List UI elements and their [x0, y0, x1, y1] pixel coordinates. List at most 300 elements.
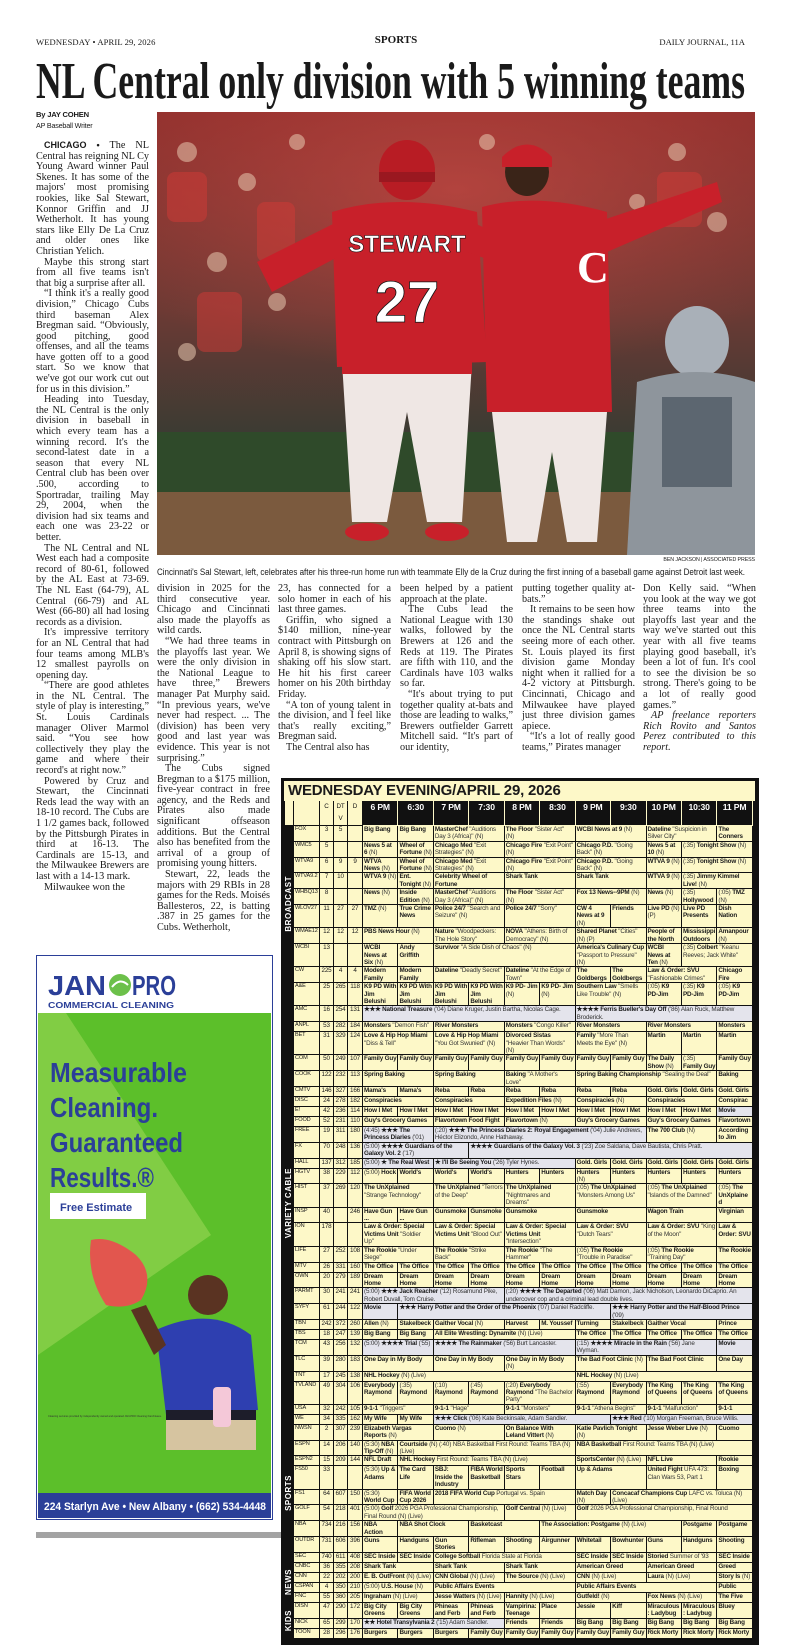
program-listing[interactable]	[504, 1572, 575, 1582]
program-listing[interactable]	[681, 1087, 716, 1097]
movie-listing[interactable]	[433, 1339, 575, 1355]
program-listing[interactable]	[575, 905, 610, 928]
program-listing[interactable]	[363, 1117, 434, 1127]
program-listing[interactable]	[469, 1207, 504, 1223]
program-listing[interactable]	[646, 889, 681, 905]
program-listing[interactable]	[646, 905, 681, 928]
program-listing[interactable]	[540, 1262, 575, 1272]
program-listing[interactable]	[540, 1521, 682, 1537]
program-listing[interactable]	[363, 1184, 434, 1207]
program-listing[interactable]	[363, 1537, 398, 1553]
program-listing[interactable]	[681, 1107, 716, 1117]
program-listing[interactable]	[398, 1107, 433, 1117]
program-listing[interactable]	[504, 1055, 539, 1071]
program-listing[interactable]	[540, 983, 575, 1006]
program-listing[interactable]	[363, 1572, 434, 1582]
program-listing[interactable]	[681, 873, 752, 889]
program-listing[interactable]	[717, 1262, 752, 1272]
program-listing[interactable]	[398, 1489, 433, 1505]
program-listing[interactable]	[717, 1117, 752, 1127]
program-listing[interactable]	[363, 1207, 398, 1223]
program-listing[interactable]	[504, 873, 575, 889]
program-listing[interactable]	[504, 1168, 539, 1184]
program-listing[interactable]	[681, 1272, 716, 1288]
program-listing[interactable]	[646, 1562, 717, 1572]
program-listing[interactable]	[363, 1071, 434, 1087]
program-listing[interactable]	[681, 1262, 716, 1272]
program-listing[interactable]	[646, 1272, 681, 1288]
program-listing[interactable]	[433, 1582, 575, 1592]
program-listing[interactable]	[363, 1329, 398, 1339]
program-listing[interactable]	[504, 983, 539, 1006]
program-listing[interactable]	[433, 928, 504, 944]
program-listing[interactable]	[646, 928, 681, 944]
program-listing[interactable]	[504, 1628, 539, 1638]
program-listing[interactable]	[717, 1466, 752, 1489]
program-listing[interactable]	[540, 1168, 575, 1184]
program-listing[interactable]	[433, 1107, 468, 1117]
program-listing[interactable]	[504, 1424, 575, 1440]
program-listing[interactable]	[504, 1381, 575, 1404]
program-listing[interactable]	[363, 1087, 398, 1097]
program-listing[interactable]	[433, 1537, 468, 1553]
program-listing[interactable]	[398, 1207, 433, 1223]
program-listing[interactable]	[363, 1246, 434, 1262]
program-listing[interactable]	[398, 1628, 433, 1638]
program-listing[interactable]	[646, 1466, 717, 1489]
program-listing[interactable]	[363, 1107, 398, 1117]
movie-listing[interactable]	[575, 1339, 717, 1355]
program-listing[interactable]	[398, 1466, 433, 1489]
program-listing[interactable]	[398, 1168, 433, 1184]
program-listing[interactable]	[575, 1355, 646, 1371]
movie-listing[interactable]	[363, 1142, 469, 1158]
program-listing[interactable]	[469, 1168, 504, 1184]
program-listing[interactable]	[504, 1618, 539, 1628]
program-listing[interactable]	[433, 1168, 468, 1184]
program-listing[interactable]	[363, 1602, 398, 1618]
program-listing[interactable]	[575, 1262, 610, 1272]
program-listing[interactable]	[469, 1381, 504, 1404]
program-listing[interactable]	[717, 1022, 752, 1032]
movie-listing[interactable]	[363, 1304, 398, 1320]
program-listing[interactable]	[646, 1097, 717, 1107]
program-listing[interactable]	[646, 1592, 717, 1602]
program-listing[interactable]	[363, 1371, 576, 1381]
program-listing[interactable]	[433, 1466, 468, 1489]
program-listing[interactable]	[681, 857, 752, 873]
program-listing[interactable]	[433, 1272, 468, 1288]
program-listing[interactable]	[611, 1107, 646, 1117]
program-listing[interactable]	[611, 1319, 646, 1329]
program-listing[interactable]	[717, 1381, 752, 1404]
program-listing[interactable]	[575, 1505, 752, 1521]
program-listing[interactable]	[681, 1381, 716, 1404]
program-listing[interactable]	[469, 1262, 504, 1272]
program-listing[interactable]	[575, 889, 646, 905]
program-listing[interactable]	[717, 1071, 752, 1087]
program-listing[interactable]	[363, 1414, 398, 1424]
program-listing[interactable]	[363, 928, 434, 944]
program-listing[interactable]	[611, 1381, 646, 1404]
program-listing[interactable]	[575, 1404, 646, 1414]
program-listing[interactable]	[717, 1582, 752, 1592]
program-listing[interactable]	[398, 889, 433, 905]
program-listing[interactable]	[717, 1521, 752, 1537]
program-listing[interactable]	[575, 928, 646, 944]
program-listing[interactable]	[398, 1087, 433, 1097]
program-listing[interactable]	[646, 1552, 717, 1562]
program-listing[interactable]	[504, 1592, 575, 1602]
program-listing[interactable]	[575, 873, 646, 889]
program-listing[interactable]	[363, 1272, 398, 1288]
movie-listing[interactable]	[433, 1158, 575, 1168]
program-listing[interactable]	[433, 1552, 575, 1562]
program-listing[interactable]	[540, 1272, 575, 1288]
program-listing[interactable]	[717, 1097, 752, 1107]
program-listing[interactable]	[717, 1456, 752, 1466]
program-listing[interactable]	[433, 1022, 504, 1032]
program-listing[interactable]	[398, 1319, 433, 1329]
program-listing[interactable]	[504, 826, 575, 842]
program-listing[interactable]	[717, 1552, 752, 1562]
program-listing[interactable]	[611, 1537, 646, 1553]
program-listing[interactable]	[469, 1466, 504, 1489]
program-listing[interactable]	[646, 1127, 717, 1143]
program-listing[interactable]	[398, 1272, 433, 1288]
program-listing[interactable]	[611, 1087, 646, 1097]
movie-listing[interactable]	[363, 1127, 434, 1143]
program-listing[interactable]	[717, 826, 752, 842]
program-listing[interactable]	[575, 1572, 646, 1582]
program-listing[interactable]	[469, 1107, 504, 1117]
program-listing[interactable]	[398, 944, 433, 967]
program-listing[interactable]	[681, 1168, 716, 1184]
program-listing[interactable]	[540, 1466, 575, 1489]
program-listing[interactable]	[575, 1087, 610, 1097]
program-listing[interactable]	[646, 1246, 717, 1262]
program-listing[interactable]	[433, 1032, 504, 1055]
program-listing[interactable]	[504, 841, 575, 857]
program-listing[interactable]	[363, 1521, 398, 1537]
movie-listing[interactable]	[363, 1158, 434, 1168]
program-listing[interactable]	[398, 967, 433, 983]
program-listing[interactable]	[575, 1223, 646, 1246]
program-listing[interactable]	[646, 1404, 717, 1414]
program-listing[interactable]	[398, 1414, 433, 1424]
program-listing[interactable]	[504, 1246, 575, 1262]
program-listing[interactable]	[646, 1117, 717, 1127]
program-listing[interactable]	[575, 841, 646, 857]
program-listing[interactable]	[681, 983, 716, 1006]
program-listing[interactable]	[717, 1223, 752, 1246]
program-listing[interactable]	[363, 1552, 398, 1562]
program-listing[interactable]	[681, 944, 752, 967]
program-listing[interactable]	[681, 841, 752, 857]
program-listing[interactable]	[363, 1097, 434, 1107]
program-listing[interactable]	[433, 1628, 468, 1638]
program-listing[interactable]	[363, 857, 398, 873]
program-listing[interactable]	[363, 1355, 434, 1371]
program-listing[interactable]	[717, 1618, 752, 1628]
program-listing[interactable]	[611, 1262, 646, 1272]
program-listing[interactable]	[646, 1262, 681, 1272]
program-listing[interactable]	[504, 1032, 575, 1055]
movie-listing[interactable]	[363, 1618, 505, 1628]
program-listing[interactable]	[504, 1184, 575, 1207]
program-listing[interactable]	[681, 1602, 716, 1618]
program-listing[interactable]	[611, 1602, 646, 1618]
program-listing[interactable]	[646, 1158, 681, 1168]
movie-listing[interactable]	[398, 1304, 611, 1320]
program-listing[interactable]	[646, 1032, 681, 1055]
movie-listing[interactable]	[717, 1107, 752, 1117]
program-listing[interactable]	[611, 967, 646, 983]
program-listing[interactable]	[469, 1537, 504, 1553]
program-listing[interactable]	[575, 1071, 717, 1087]
program-listing[interactable]	[575, 1552, 610, 1562]
program-listing[interactable]	[717, 1537, 752, 1553]
program-listing[interactable]	[575, 1618, 610, 1628]
program-listing[interactable]	[363, 1424, 434, 1440]
program-listing[interactable]	[433, 1489, 575, 1505]
program-listing[interactable]	[398, 1055, 433, 1071]
program-listing[interactable]	[363, 1032, 434, 1055]
program-listing[interactable]	[611, 1552, 646, 1562]
program-listing[interactable]	[646, 1424, 717, 1440]
program-listing[interactable]	[433, 1087, 468, 1097]
program-listing[interactable]	[504, 928, 575, 944]
program-listing[interactable]	[469, 1602, 504, 1618]
program-listing[interactable]	[433, 1329, 575, 1339]
program-listing[interactable]	[398, 1537, 433, 1553]
program-listing[interactable]	[504, 967, 575, 983]
program-listing[interactable]	[469, 983, 504, 1006]
program-listing[interactable]	[646, 873, 681, 889]
program-listing[interactable]	[575, 1207, 646, 1223]
program-listing[interactable]	[433, 905, 504, 928]
program-listing[interactable]	[717, 1329, 752, 1339]
program-listing[interactable]	[717, 1184, 752, 1207]
program-listing[interactable]	[433, 1404, 504, 1414]
program-listing[interactable]	[540, 1087, 575, 1097]
program-listing[interactable]	[363, 841, 398, 857]
program-listing[interactable]	[504, 1562, 575, 1572]
program-listing[interactable]	[575, 1602, 610, 1618]
program-listing[interactable]	[646, 1602, 681, 1618]
program-listing[interactable]	[433, 826, 504, 842]
program-listing[interactable]	[363, 944, 398, 967]
program-listing[interactable]	[717, 1355, 752, 1371]
program-listing[interactable]	[540, 1055, 575, 1071]
program-listing[interactable]	[717, 1168, 752, 1184]
program-listing[interactable]	[575, 826, 646, 842]
program-listing[interactable]	[646, 1355, 717, 1371]
program-listing[interactable]	[717, 928, 752, 944]
program-listing[interactable]	[469, 1055, 504, 1071]
program-listing[interactable]	[646, 1184, 717, 1207]
program-listing[interactable]	[646, 1628, 681, 1638]
program-listing[interactable]	[504, 1319, 539, 1329]
program-listing[interactable]	[717, 1628, 752, 1638]
program-listing[interactable]	[398, 983, 433, 1006]
program-listing[interactable]	[504, 1022, 575, 1032]
program-listing[interactable]	[575, 857, 646, 873]
program-listing[interactable]	[504, 1107, 539, 1117]
program-listing[interactable]	[575, 1440, 752, 1456]
program-listing[interactable]	[504, 1223, 575, 1246]
program-listing[interactable]	[504, 1117, 575, 1127]
program-listing[interactable]	[504, 1087, 539, 1097]
program-listing[interactable]	[398, 1456, 575, 1466]
program-listing[interactable]	[611, 1628, 646, 1638]
program-listing[interactable]	[575, 1582, 717, 1592]
program-listing[interactable]	[646, 1537, 681, 1553]
program-listing[interactable]	[540, 1319, 575, 1329]
program-listing[interactable]	[363, 1440, 398, 1456]
program-listing[interactable]	[575, 967, 610, 983]
program-listing[interactable]	[433, 1262, 468, 1272]
program-listing[interactable]	[398, 1521, 469, 1537]
movie-listing[interactable]	[717, 1339, 752, 1355]
program-listing[interactable]	[681, 1032, 716, 1055]
program-listing[interactable]	[504, 1505, 575, 1521]
program-listing[interactable]	[433, 1602, 468, 1618]
program-listing[interactable]	[540, 1628, 575, 1638]
program-listing[interactable]	[398, 873, 433, 889]
program-listing[interactable]	[433, 1117, 504, 1127]
program-listing[interactable]	[681, 889, 716, 905]
program-listing[interactable]	[575, 1424, 646, 1440]
program-listing[interactable]	[575, 1371, 752, 1381]
program-listing[interactable]	[646, 1618, 681, 1628]
program-listing[interactable]	[398, 1329, 433, 1339]
program-listing[interactable]	[611, 1158, 646, 1168]
program-listing[interactable]	[398, 905, 433, 928]
program-listing[interactable]	[398, 1381, 433, 1404]
program-listing[interactable]	[646, 983, 681, 1006]
program-listing[interactable]	[504, 889, 575, 905]
program-listing[interactable]	[681, 1055, 716, 1071]
program-listing[interactable]	[504, 1537, 539, 1553]
program-listing[interactable]	[575, 1107, 610, 1117]
program-listing[interactable]	[646, 841, 681, 857]
program-listing[interactable]	[646, 1022, 717, 1032]
program-listing[interactable]	[433, 1355, 504, 1371]
program-listing[interactable]	[646, 1055, 681, 1071]
program-listing[interactable]	[575, 1319, 610, 1329]
program-listing[interactable]	[611, 1618, 646, 1628]
program-listing[interactable]	[646, 967, 717, 983]
program-listing[interactable]	[398, 826, 433, 842]
program-listing[interactable]	[575, 1489, 610, 1505]
program-listing[interactable]	[433, 1562, 504, 1572]
program-listing[interactable]	[433, 1184, 504, 1207]
program-listing[interactable]	[717, 1424, 752, 1440]
program-listing[interactable]	[681, 905, 716, 928]
program-listing[interactable]	[540, 1537, 575, 1553]
program-listing[interactable]	[363, 1592, 434, 1602]
program-listing[interactable]	[433, 1319, 504, 1329]
program-listing[interactable]	[469, 1272, 504, 1288]
program-listing[interactable]	[681, 1537, 716, 1553]
program-listing[interactable]	[575, 1055, 610, 1071]
movie-listing[interactable]	[611, 1304, 753, 1320]
program-listing[interactable]	[363, 826, 398, 842]
program-listing[interactable]	[363, 1168, 398, 1184]
program-listing[interactable]	[717, 983, 752, 1006]
program-listing[interactable]	[646, 944, 681, 967]
program-listing[interactable]	[398, 1552, 433, 1562]
program-listing[interactable]	[575, 1456, 646, 1466]
program-listing[interactable]	[433, 1223, 504, 1246]
program-listing[interactable]	[575, 1117, 646, 1127]
program-listing[interactable]	[363, 1466, 398, 1489]
program-listing[interactable]	[717, 1602, 752, 1618]
program-listing[interactable]	[575, 1184, 646, 1207]
program-listing[interactable]	[681, 928, 716, 944]
program-listing[interactable]	[363, 1022, 434, 1032]
program-listing[interactable]	[363, 1223, 434, 1246]
program-listing[interactable]	[469, 1628, 504, 1638]
program-listing[interactable]	[504, 1272, 539, 1288]
program-listing[interactable]	[717, 1158, 752, 1168]
program-listing[interactable]	[398, 1602, 433, 1618]
program-listing[interactable]	[433, 1071, 504, 1087]
program-listing[interactable]	[681, 1521, 716, 1537]
program-listing[interactable]	[433, 857, 504, 873]
program-listing[interactable]	[504, 1097, 575, 1107]
program-listing[interactable]	[433, 983, 468, 1006]
program-listing[interactable]	[646, 1087, 681, 1097]
program-listing[interactable]	[717, 1207, 752, 1223]
program-listing[interactable]	[363, 1381, 398, 1404]
program-listing[interactable]	[504, 1262, 539, 1272]
program-listing[interactable]	[575, 1562, 646, 1572]
program-listing[interactable]	[575, 1168, 610, 1184]
program-listing[interactable]	[363, 1562, 434, 1572]
program-listing[interactable]	[717, 1055, 752, 1071]
program-listing[interactable]	[611, 1055, 646, 1071]
program-listing[interactable]	[575, 1329, 610, 1339]
program-listing[interactable]	[433, 1424, 504, 1440]
program-listing[interactable]	[540, 1618, 575, 1628]
movie-listing[interactable]	[469, 1142, 753, 1158]
movie-listing[interactable]	[575, 1006, 752, 1022]
program-listing[interactable]	[433, 873, 504, 889]
program-listing[interactable]	[717, 967, 752, 983]
program-listing[interactable]	[717, 1087, 752, 1097]
program-listing[interactable]	[433, 1592, 504, 1602]
program-listing[interactable]	[433, 841, 504, 857]
program-listing[interactable]	[504, 857, 575, 873]
movie-listing[interactable]	[504, 1288, 752, 1304]
program-listing[interactable]	[363, 1262, 398, 1272]
program-listing[interactable]	[504, 1404, 575, 1414]
program-listing[interactable]	[363, 1628, 398, 1638]
program-listing[interactable]	[717, 905, 752, 928]
program-listing[interactable]	[646, 1456, 717, 1466]
program-listing[interactable]	[681, 1618, 716, 1628]
program-listing[interactable]	[611, 905, 646, 928]
program-listing[interactable]	[646, 1107, 681, 1117]
program-listing[interactable]	[646, 1329, 681, 1339]
program-listing[interactable]	[575, 983, 646, 1006]
program-listing[interactable]	[363, 967, 398, 983]
program-listing[interactable]	[646, 826, 717, 842]
program-listing[interactable]	[504, 905, 575, 928]
program-listing[interactable]	[433, 967, 504, 983]
